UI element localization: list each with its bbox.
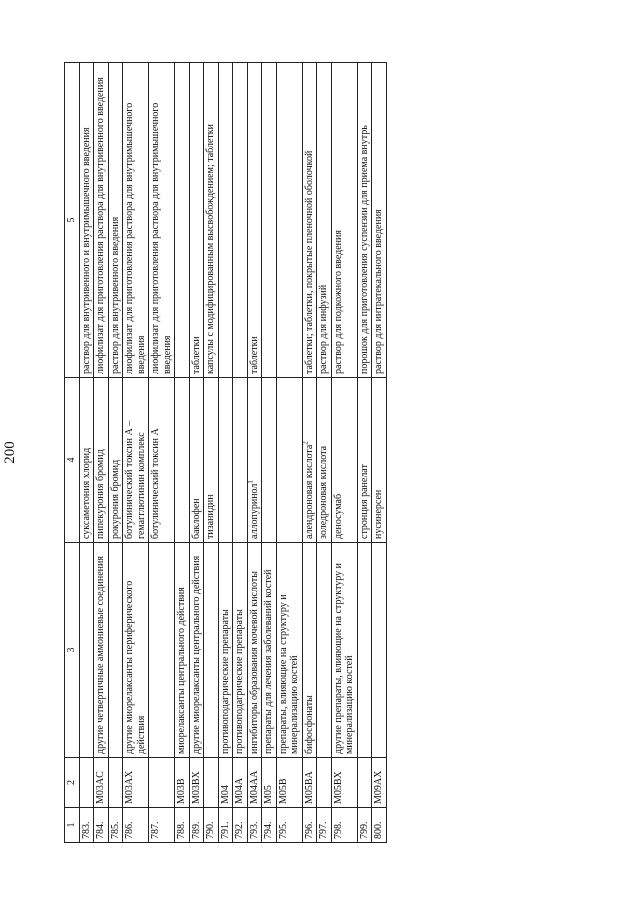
atc-code-cell <box>204 758 219 808</box>
row-number: 798. <box>332 821 344 839</box>
pharmacological-group-cell <box>123 543 149 758</box>
row-number: 793. <box>248 821 260 839</box>
pharmacological-group-cell <box>262 543 277 758</box>
row-number: 795. <box>277 821 289 839</box>
active-substance-cell <box>247 378 262 543</box>
column-header: 2 <box>65 758 80 808</box>
table-row <box>317 63 332 843</box>
dosage-form: таблетки; таблетки, покрытые пленочной оболочкой <box>303 150 315 374</box>
row-number-cell <box>317 808 332 843</box>
row-number: 792. <box>234 821 245 839</box>
table-row <box>94 63 109 843</box>
pharmacological-group: препараты, влияющие на структуру и минерализацию костей <box>277 594 300 754</box>
pharmacological-group-cell <box>247 543 262 758</box>
pharmacological-group-cell <box>317 543 332 758</box>
atc-code-cell <box>331 758 357 808</box>
atc-code: M05B <box>277 778 289 804</box>
atc-code: M05BA <box>303 771 315 804</box>
active-substance-cell <box>79 378 94 543</box>
row-number: 794. <box>263 821 274 839</box>
pharmacological-group: другие миорелаксанты периферического действия <box>124 580 147 754</box>
dosage-form: раствор для инфузий <box>318 284 329 374</box>
table-row <box>357 63 372 843</box>
active-substance: ботулинический токсин А <box>150 428 161 539</box>
active-substance-cell <box>317 378 332 543</box>
active-substance-cell <box>108 378 123 543</box>
row-number-cell <box>357 808 372 843</box>
active-substance-cell <box>262 378 277 543</box>
pharmacological-group-cell <box>94 543 109 758</box>
row-number-cell <box>79 808 94 843</box>
pharmacological-group-cell <box>108 543 123 758</box>
table-row <box>149 63 175 843</box>
dosage-form-cell <box>247 63 262 378</box>
active-substance: тизанидин <box>205 494 216 539</box>
dosage-form: раствор для внутривенного и внутримышечного введения <box>80 127 92 374</box>
pharmacological-group-cell <box>189 543 204 758</box>
page-number: 200 <box>2 441 18 464</box>
table-row <box>123 63 149 843</box>
atc-code-cell <box>175 758 190 808</box>
pharmacological-group: противоподагрические препараты <box>234 609 245 754</box>
pharmacological-group: противоподагрические препараты <box>219 609 231 754</box>
atc-code: M04 <box>219 785 231 804</box>
dosage-form-cell <box>175 63 190 378</box>
footnote-mark: 2 <box>301 441 310 445</box>
atc-code-cell <box>149 758 175 808</box>
dosage-form-cell <box>317 63 332 378</box>
pharmacological-group-cell <box>372 543 387 758</box>
atc-code-cell <box>247 758 262 808</box>
row-number: 791. <box>219 821 231 839</box>
row-number: 788. <box>176 821 187 839</box>
active-substance: деносумаб <box>332 493 344 539</box>
pharmacological-group-cell <box>331 543 357 758</box>
column-header: 3 <box>65 543 80 758</box>
dosage-form-cell <box>79 63 94 378</box>
pharmacological-group: ингибиторы образования мочевой кислоты <box>248 571 260 754</box>
pharmacological-group-cell <box>204 543 219 758</box>
row-number-cell <box>175 808 190 843</box>
active-substance: стронция ранелат <box>358 464 370 539</box>
pharmacological-group: бифосфонаты <box>303 695 315 754</box>
active-substance-cell <box>204 378 219 543</box>
dosage-form: капсулы с модифицированным высвобождением; таблетки <box>205 123 216 374</box>
dosage-form-cell <box>94 63 109 378</box>
table-row <box>204 63 219 843</box>
row-number-cell <box>262 808 277 843</box>
column-header: 4 <box>65 378 80 543</box>
pharmacological-group: другие четвертичные аммониевые соединения <box>95 556 106 754</box>
row-number-cell <box>108 808 123 843</box>
active-substance-cell <box>189 378 204 543</box>
row-number-cell <box>331 808 357 843</box>
row-number-cell <box>204 808 219 843</box>
active-substance: аллопуринол <box>248 483 260 539</box>
active-substance-cell <box>149 378 175 543</box>
table-row <box>108 63 123 843</box>
row-number-cell <box>372 808 387 843</box>
pharmacological-group-cell <box>276 543 302 758</box>
row-number-cell <box>189 808 204 843</box>
active-substance: нусинерсен <box>373 489 384 539</box>
active-substance: рокурония бромид <box>109 459 121 539</box>
pharmacological-group: препараты для лечения заболеваний костей <box>263 569 274 754</box>
table-row <box>372 63 387 843</box>
atc-code: M03B <box>176 778 187 804</box>
atc-code-cell <box>357 758 372 808</box>
active-substance-cell <box>123 378 149 543</box>
row-number-cell <box>247 808 262 843</box>
dosage-form-cell <box>123 63 149 378</box>
atc-code-cell <box>317 758 332 808</box>
atc-code-cell <box>262 758 277 808</box>
dosage-form-cell <box>357 63 372 378</box>
row-number: 784. <box>95 821 106 839</box>
active-substance-cell <box>357 378 372 543</box>
atc-code-cell <box>123 758 149 808</box>
active-substance: ботулинический токсин А – гемагглютинин комплекс <box>124 420 147 539</box>
atc-code-cell <box>233 758 248 808</box>
atc-code: M03AC <box>95 771 106 804</box>
dosage-form-cell <box>204 63 219 378</box>
active-substance-cell <box>331 378 357 543</box>
atc-code-cell <box>79 758 94 808</box>
active-substance: алендроновая кислота <box>303 444 315 539</box>
dosage-form-cell <box>372 63 387 378</box>
dosage-form: таблетки <box>248 336 260 374</box>
dosage-form-cell <box>149 63 175 378</box>
table-row <box>302 63 317 843</box>
pharmacological-group-cell <box>149 543 175 758</box>
atc-code: M03BX <box>190 771 202 804</box>
row-number: 799. <box>358 821 370 839</box>
row-number-cell <box>302 808 317 843</box>
dosage-form: лиофилизат для приготовления раствора для внутримышечного введения <box>150 102 173 374</box>
table-row <box>218 63 233 843</box>
active-substance: баклофен <box>190 498 202 539</box>
active-substance-cell <box>276 378 302 543</box>
pharmacological-group-cell <box>233 543 248 758</box>
table-row <box>79 63 94 843</box>
table-row <box>276 63 302 843</box>
table-row <box>175 63 190 843</box>
row-number-cell <box>123 808 149 843</box>
drug-registry-table <box>64 62 387 843</box>
pharmacological-group-cell <box>79 543 94 758</box>
atc-code-cell <box>108 758 123 808</box>
atc-code-cell <box>189 758 204 808</box>
pharmacological-group-cell <box>302 543 317 758</box>
row-number: 786. <box>124 821 135 839</box>
active-substance-cell <box>233 378 248 543</box>
row-number-cell <box>94 808 109 843</box>
dosage-form-cell <box>331 63 357 378</box>
row-number: 787. <box>150 821 161 839</box>
active-substance-cell <box>94 378 109 543</box>
table-row <box>233 63 248 843</box>
row-number: 790. <box>205 821 216 839</box>
dosage-form: лиофилизат для приготовления раствора для внутримышечного введения <box>124 102 147 374</box>
pharmacological-group: миорелаксанты центрального действия <box>176 587 187 754</box>
atc-code-cell <box>276 758 302 808</box>
table-row <box>189 63 204 843</box>
dosage-form-cell <box>189 63 204 378</box>
row-number: 796. <box>303 821 315 839</box>
table-row <box>247 63 262 843</box>
row-number-cell <box>218 808 233 843</box>
row-number: 789. <box>190 821 202 839</box>
active-substance: золедроновая кислота <box>318 445 329 539</box>
active-substance-cell <box>372 378 387 543</box>
dosage-form: таблетки <box>190 336 202 374</box>
row-number: 800. <box>373 821 384 839</box>
atc-code: M05BX <box>332 771 344 804</box>
pharmacological-group: другие миорелаксанты центрального действия <box>190 555 202 754</box>
pharmacological-group-cell <box>218 543 233 758</box>
dosage-form-cell <box>218 63 233 378</box>
atc-code-cell <box>94 758 109 808</box>
footnote-mark: 1 <box>246 480 255 484</box>
row-number: 785. <box>109 821 121 839</box>
row-number-cell <box>233 808 248 843</box>
dosage-form: раствор для подкожного введения <box>332 230 344 374</box>
column-header: 5 <box>65 63 80 378</box>
atc-code: M05 <box>263 785 274 804</box>
row-number: 783. <box>80 821 92 839</box>
active-substance-cell <box>175 378 190 543</box>
atc-code: M03AX <box>124 770 135 804</box>
table-row <box>331 63 357 843</box>
dosage-form-cell <box>276 63 302 378</box>
dosage-form: порошок для приготовления суспензии для приема внутрь <box>358 125 370 374</box>
dosage-form-cell <box>108 63 123 378</box>
atc-code-cell <box>372 758 387 808</box>
dosage-form-cell <box>302 63 317 378</box>
dosage-form: лиофилизат для приготовления раствора для внутривенного введения <box>95 77 106 374</box>
atc-code-cell <box>218 758 233 808</box>
pharmacological-group: другие препараты, влияющие на структуру и минерализацию костей <box>332 563 355 754</box>
dosage-form-cell <box>262 63 277 378</box>
column-header: 1 <box>65 808 80 843</box>
row-number-cell <box>149 808 175 843</box>
atc-code: M09AX <box>373 770 384 804</box>
pharmacological-group-cell <box>175 543 190 758</box>
row-number-cell <box>276 808 302 843</box>
atc-code: M04AA <box>248 770 260 804</box>
active-substance-cell <box>218 378 233 543</box>
active-substance: пипекурония бромид <box>95 449 106 539</box>
dosage-form-cell <box>233 63 248 378</box>
atc-code: M04A <box>234 777 245 804</box>
pharmacological-group-cell <box>357 543 372 758</box>
table-header-row <box>65 63 80 843</box>
row-number: 797. <box>318 821 329 839</box>
active-substance-cell <box>302 378 317 543</box>
atc-code-cell <box>302 758 317 808</box>
active-substance: суксаметония хлорид <box>80 447 92 539</box>
dosage-form: раствор для интратекального введения <box>373 209 384 374</box>
dosage-form: раствор для внутривенного введения <box>109 216 121 374</box>
table-row <box>262 63 277 843</box>
